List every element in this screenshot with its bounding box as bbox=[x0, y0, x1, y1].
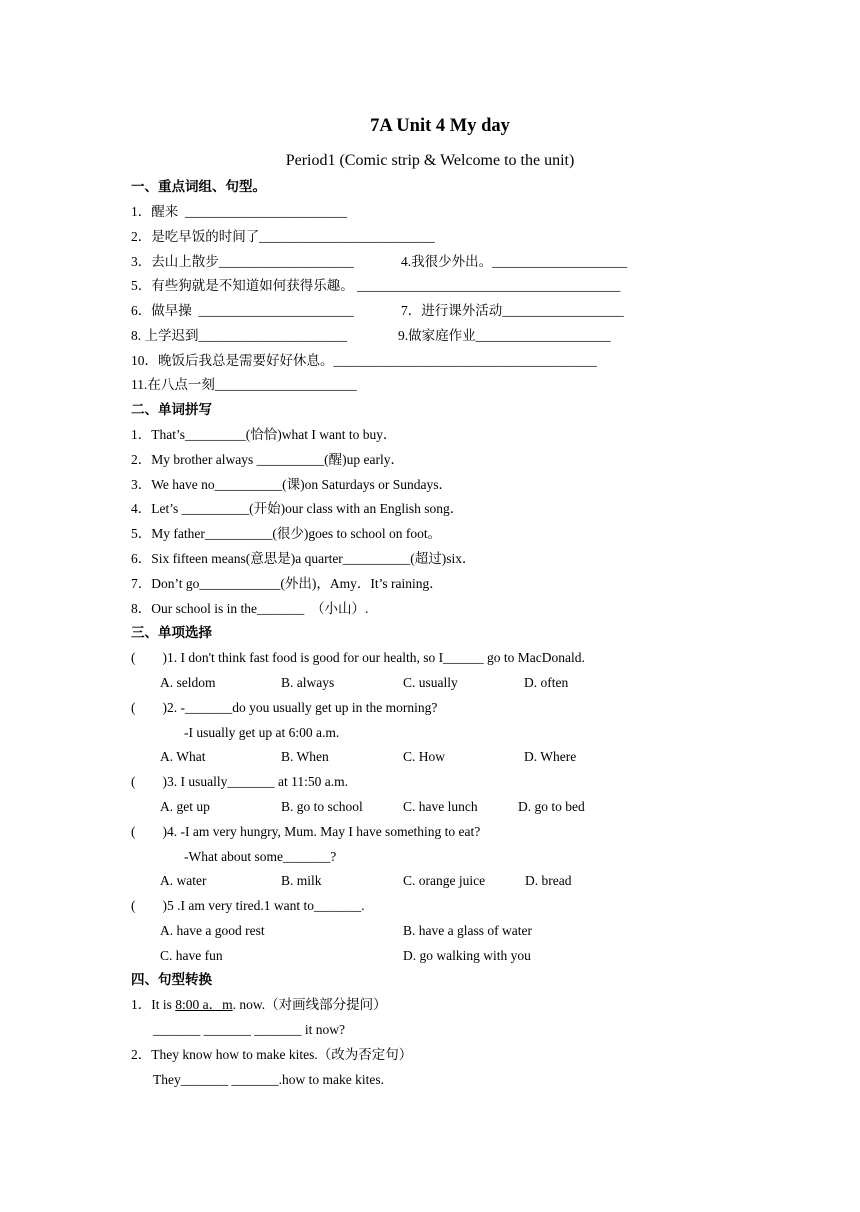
phrase-item-4: 4.我很少外出。____________________ bbox=[401, 254, 628, 269]
choice-option: D. often bbox=[524, 675, 569, 690]
choice-option: D. go walking with you bbox=[403, 948, 531, 963]
transform-answer-2: They_______ _______.how to make kites. bbox=[153, 1072, 384, 1087]
spelling-item-6: 6．Six fifteen means(意思是)a quarter__________(超过)six． bbox=[131, 551, 476, 566]
choice-option: B. go to school bbox=[281, 799, 363, 814]
transform-question-2: 2．They know how to make kites.（改为否定句） bbox=[131, 1047, 413, 1062]
choice-question-2: ( )2. -_______do you usually get up in the morning? bbox=[131, 700, 438, 715]
choice-option: C. have fun bbox=[160, 948, 223, 963]
spelling-item-1: 1．That’s_________(恰恰)what I want to buy． bbox=[131, 427, 397, 442]
phrase-item-2: 2．是吃早饭的时间了__________________________ bbox=[131, 229, 435, 244]
choice-option: A. What bbox=[160, 749, 206, 764]
section-heading-choice: 三、单项选择 bbox=[131, 625, 212, 641]
choice-option: C. have lunch bbox=[403, 799, 478, 814]
phrase-item-6: 6．做早操 _______________________ bbox=[131, 303, 354, 318]
section-heading-phrases: 一、重点词组、句型。 bbox=[131, 179, 266, 195]
choice-option: A. water bbox=[160, 873, 207, 888]
phrase-item-8: 8. 上学迟到______________________ bbox=[131, 328, 347, 343]
choice-question-1: ( )1. I don't think fast food is good for our health, so I______ go to MacDonald. bbox=[131, 650, 585, 665]
choice-option: A. have a good rest bbox=[160, 923, 265, 938]
underlined-time: 8:00 a．m bbox=[175, 997, 233, 1012]
spelling-item-8: 8．Our school is in the_______ （小山）. bbox=[131, 601, 369, 616]
spelling-item-4: 4．Let’s __________(开始)our class with an English song． bbox=[131, 501, 464, 516]
page-title: 7A Unit 4 My day bbox=[370, 116, 510, 136]
transform-q1-suffix: . now.（对画线部分提问） bbox=[232, 997, 387, 1012]
choice-option: D. Where bbox=[524, 749, 577, 764]
phrase-item-7: 7．进行课外活动__________________ bbox=[401, 303, 624, 318]
section-heading-transform: 四、句型转换 bbox=[131, 972, 212, 988]
choice-option: C. How bbox=[403, 749, 446, 764]
spelling-item-3: 3．We have no__________(课)on Saturdays or Sundays． bbox=[131, 477, 452, 492]
spelling-item-7: 7．Don’t go____________(外出)，Amy．It’s raining． bbox=[131, 576, 443, 591]
page-subtitle: Period1 (Comic strip & Welcome to the unit) bbox=[285, 152, 575, 169]
spelling-item-5: 5．My father__________(很少)goes to school on foot。 bbox=[131, 526, 442, 541]
phrase-item-5: 5．有些狗就是不知道如何获得乐趣。 _______________________________________ bbox=[131, 278, 621, 293]
phrase-item-9: 9.做家庭作业____________________ bbox=[398, 328, 611, 343]
choice-option: A. get up bbox=[160, 799, 210, 814]
choice-question-5: ( )5 .I am very tired.1 want to_______. bbox=[131, 898, 365, 913]
phrase-item-10: 10．晚饭后我总是需要好好休息。_______________________________________ bbox=[131, 353, 597, 368]
choice-option: B. milk bbox=[281, 873, 322, 888]
phrase-item-3: 3．去山上散步____________________ bbox=[131, 254, 354, 269]
choice-option: C. orange juice bbox=[403, 873, 486, 888]
choice-option: B. always bbox=[281, 675, 335, 690]
transform-q1-prefix: 1．It is bbox=[131, 997, 176, 1012]
phrase-item-11: 11.在八点一刻_____________________ bbox=[131, 377, 357, 392]
choice-question-4: ( )4. -I am very hungry, Mum. May I have something to eat? bbox=[131, 824, 481, 839]
choice-option: B. have a glass of water bbox=[403, 923, 532, 938]
choice-option: D. bread bbox=[525, 873, 572, 888]
transform-answer-1: _______ _______ _______ it now? bbox=[153, 1022, 345, 1037]
section-heading-spelling: 二、单词拼写 bbox=[131, 402, 212, 418]
phrase-item-1: 1．醒来 ________________________ bbox=[131, 204, 347, 219]
spelling-item-2: 2．My brother always __________(醒)up early． bbox=[131, 452, 404, 467]
choice-option: A. seldom bbox=[160, 675, 216, 690]
transform-question-1 bbox=[131, 996, 387, 1014]
choice-question-3: ( )3. I usually_______ at 11:50 a.m. bbox=[131, 774, 348, 789]
choice-option: D. go to bed bbox=[518, 799, 585, 814]
choice-option: C. usually bbox=[403, 675, 458, 690]
choice-option: B. When bbox=[281, 749, 329, 764]
choice-question-2-response: -I usually get up at 6:00 a.m. bbox=[184, 725, 340, 740]
choice-question-4-response: -What about some_______? bbox=[184, 849, 337, 864]
